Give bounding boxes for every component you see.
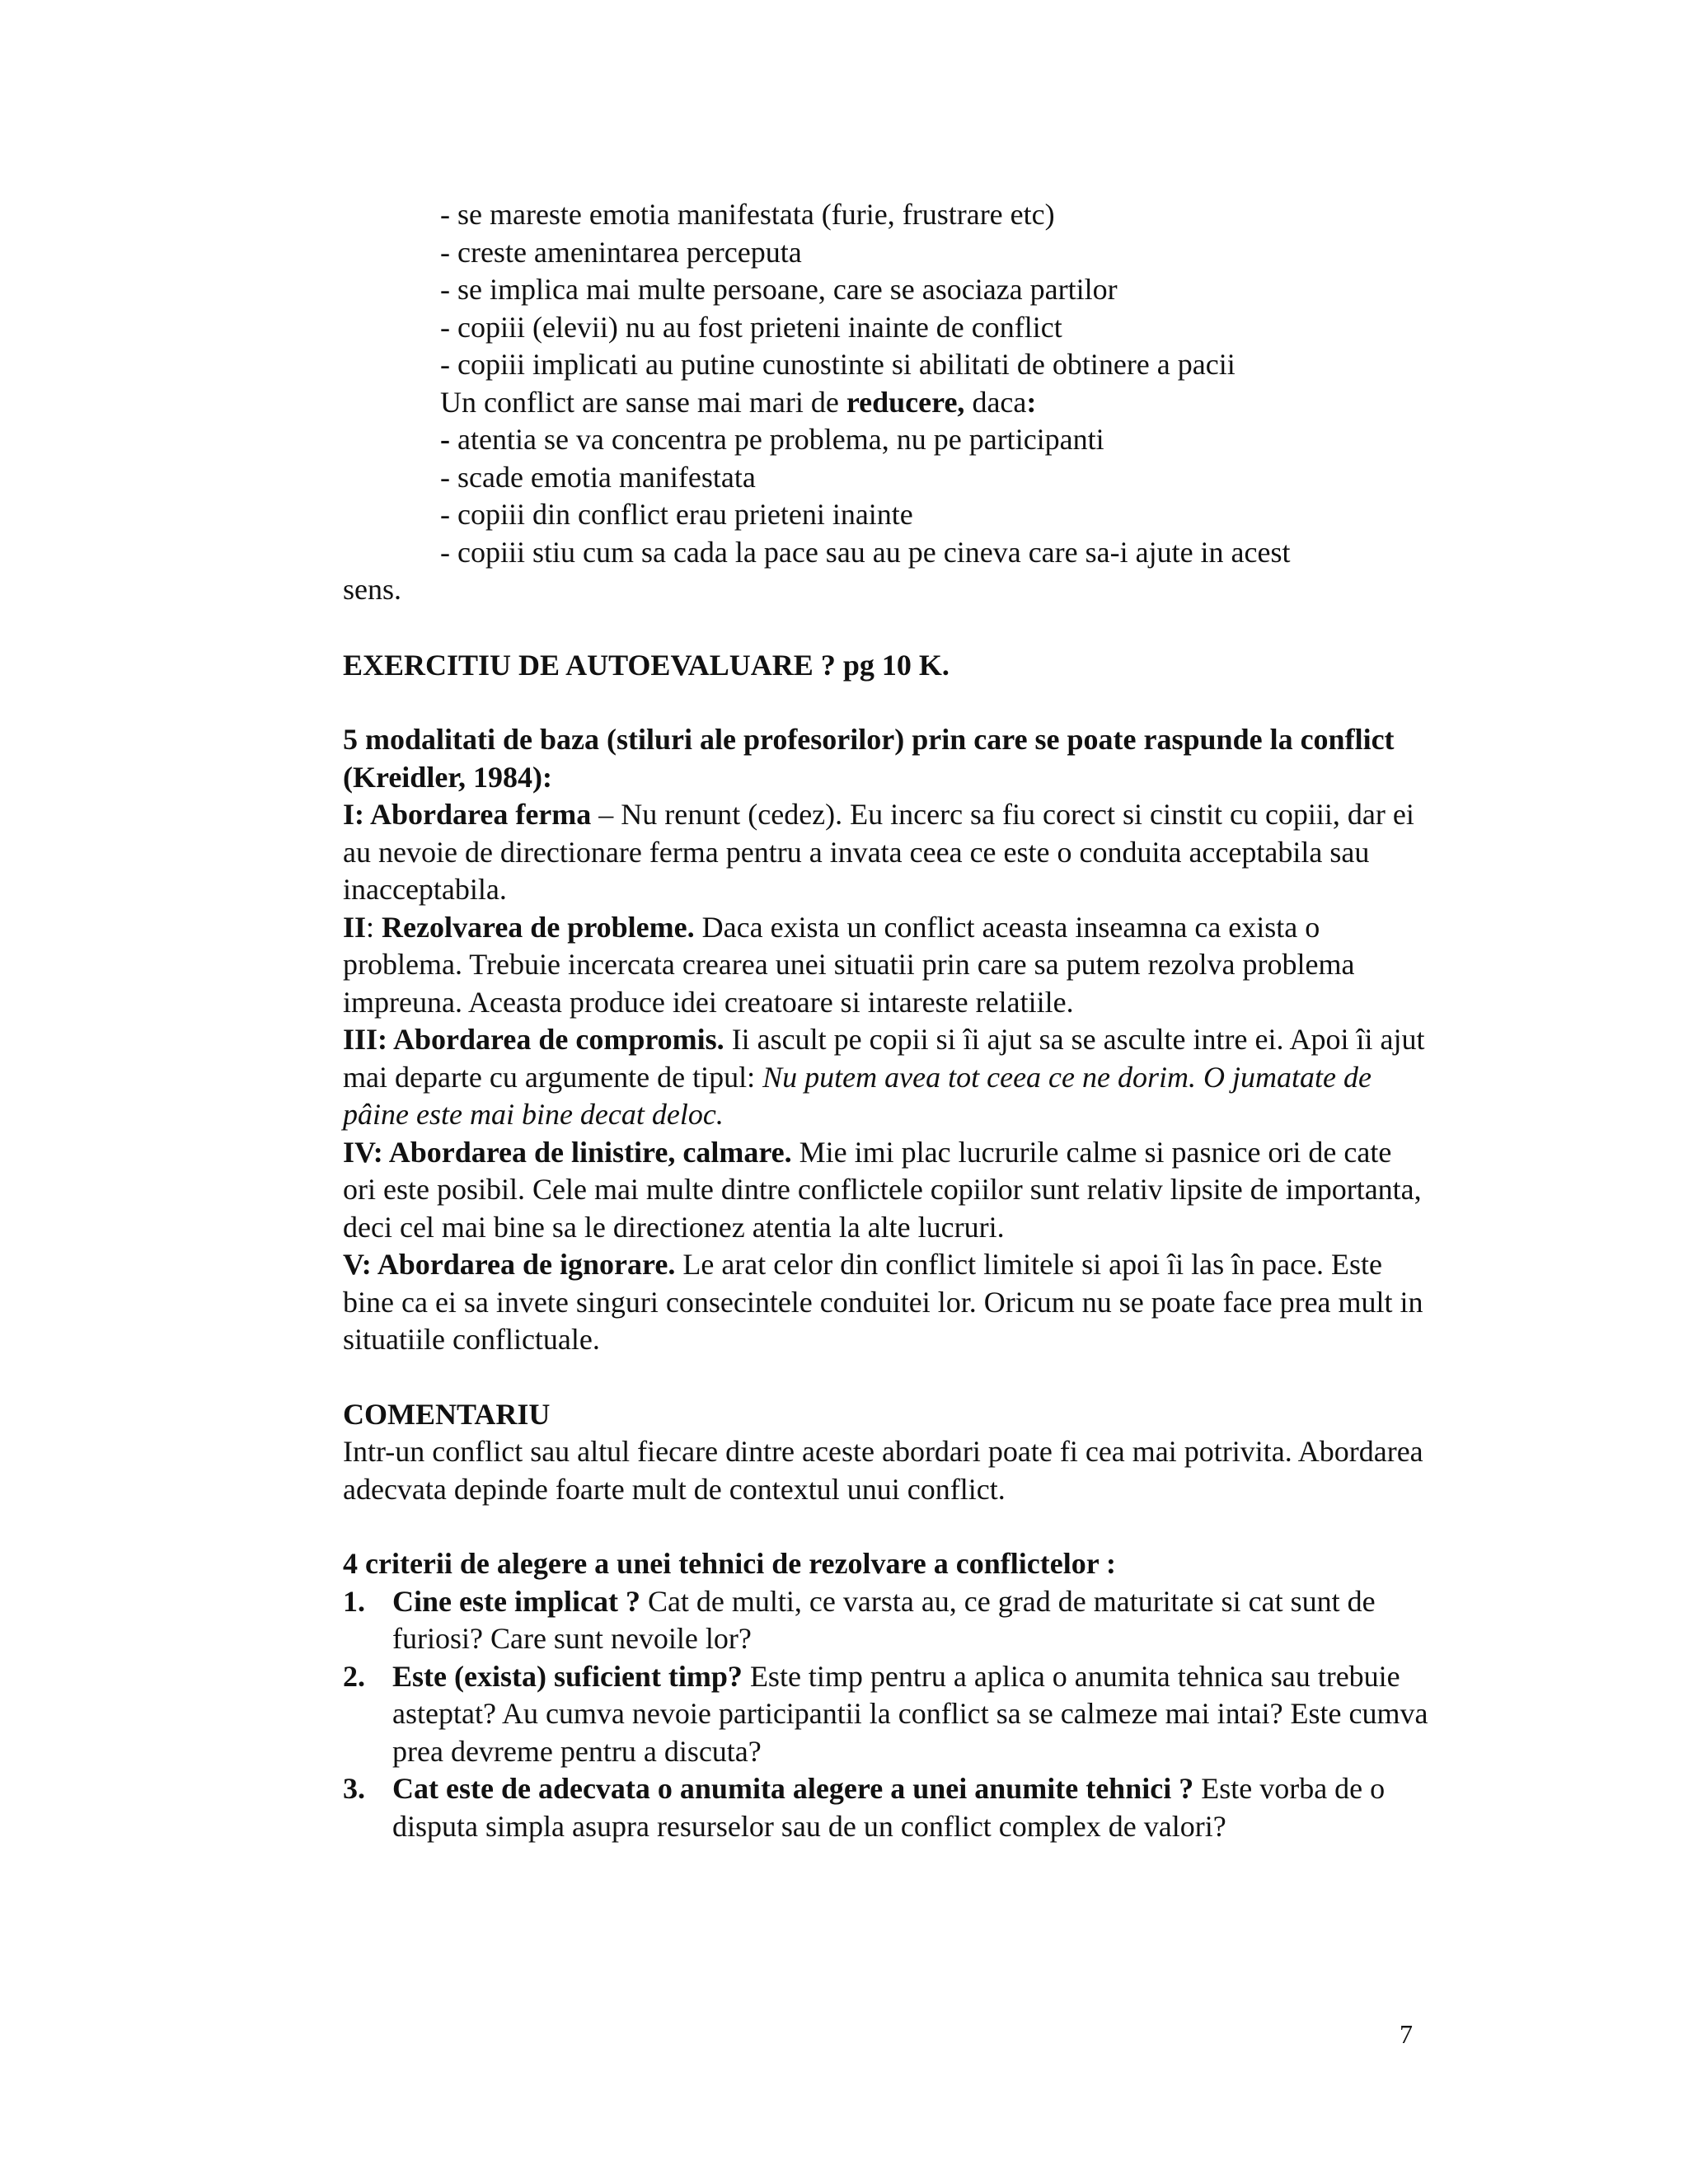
exercise-heading: EXERCITIU DE AUTOEVALUARE ? pg 10 K. bbox=[343, 648, 950, 682]
style-paragraph-5: V: Abordarea de ignorare. Le arat celor din conflict limitele si apoi îi las în pace. Este bine ca ei sa invete singuri consecintele conduitei lor. Oricum nu se poate face prea mult in situatiile conflictuale. bbox=[343, 1248, 1423, 1356]
page-content bbox=[343, 196, 1431, 1845]
list-item: - copiii stiu cum sa cada la pace sau au pe cineva care sa-i ajute in acest bbox=[440, 535, 1291, 569]
style-paragraph-1: I: Abordarea ferma – Nu renunt (cedez). Eu incerc sa fiu corect si cinstit cu copiii, dar ei au nevoie de directionare ferma pentru a invata ceea ce este o conduita acceptabila sau inacceptabila. bbox=[343, 798, 1414, 906]
list-item: - atentia se va concentra pe problema, nu pe participanti bbox=[440, 423, 1104, 456]
list-item: - copiii (elevii) nu au fost prieteni inainte de conflict bbox=[440, 310, 1062, 344]
criteria-item: 2. Este (exista) suficient timp? Este timp pentru a aplica o anumita tehnica sau trebuie asteptat? Au cumva nevoie participantii la conflict sa se calmeze mai intai? Este cumva prea devreme pentru a discuta? bbox=[343, 1659, 1428, 1768]
style-paragraph-3: III: Abordarea de compromis. Ii ascult pe copii si îi ajut sa se asculte intre ei. Apoi îi ajut mai departe cu argumente de tipul: Nu putem avea tot ceea ce ne dorim. O jumatate de pâine este mai bine decat deloc. bbox=[343, 1023, 1425, 1131]
list-item: - creste amenintarea perceputa bbox=[440, 235, 802, 269]
list-item: - copiii implicati au putine cunostinte si abilitati de obtinere a pacii bbox=[440, 348, 1236, 381]
style-paragraph-4: IV: Abordarea de linistire, calmare. Mie imi plac lucrurile calme si pasnice ori de cate ori este posibil. Cele mai multe dintre conflictele copiilor sunt relativ lipsite de importanta, deci cel mai bine sa le directionez atentia la alte lucruri. bbox=[343, 1135, 1422, 1244]
criteria-item: 3. Cat este de adecvata o anumita alegere a unei anumite tehnici ? Este vorba de o disputa simpla asupra resurselor sau de un conflict complex de valori? bbox=[343, 1772, 1386, 1843]
modalities-heading: 5 modalitati de baza (stiluri ale profesorilor) prin care se poate raspunde la conflict (Kreidler, 1984): bbox=[343, 723, 1395, 794]
criteria-list bbox=[343, 1583, 1431, 1846]
list-item-continuation: sens. bbox=[343, 573, 401, 606]
page-number: 7 bbox=[1400, 2019, 1413, 2049]
criteria-heading: 4 criterii de alegere a unei tehnici de rezolvare a conflictelor : bbox=[343, 1547, 1117, 1580]
list-item: - scade emotia manifestata bbox=[440, 460, 756, 494]
list-item: - se implica mai multe persoane, care se asociaza partilor bbox=[440, 273, 1118, 306]
list-item: - copiii din conflict erau prieteni inainte bbox=[440, 498, 913, 531]
reduction-intro: Un conflict are sanse mai mari de reducere, daca: bbox=[440, 385, 1037, 419]
comment-text: Intr-un conflict sau altul fiecare dintre aceste abordari poate fi cea mai potrivita. Abordarea adecvata depinde foarte mult de contextul unui conflict. bbox=[343, 1435, 1423, 1506]
list-item: - se mareste emotia manifestata (furie, frustrare etc) bbox=[440, 198, 1055, 231]
criteria-item: 1. Cine este implicat ? Cat de multi, ce varsta au, ce grad de maturitate si cat sunt de furiosi? Care sunt nevoile lor? bbox=[343, 1584, 1376, 1655]
style-paragraph-2: II: Rezolvarea de probleme. Daca exista un conflict aceasta inseamna ca exista o problema. Trebuie incercata crearea unei situatii prin care sa putem rezolva problema impreuna. Aceasta produce idei creatoare si intareste relatiile. bbox=[343, 910, 1355, 1019]
comment-heading: COMENTARIU bbox=[343, 1397, 551, 1431]
